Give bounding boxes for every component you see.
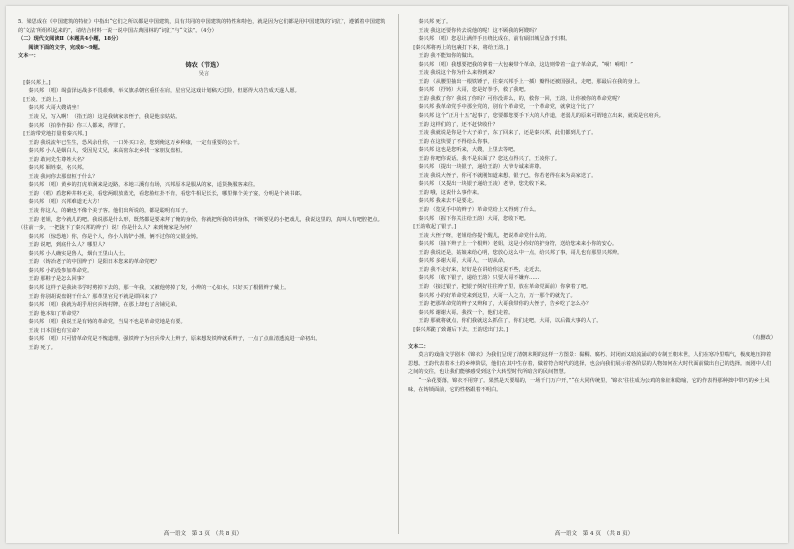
dialogue-line: 秦兴邦 （唱）兴邦难道无大方！: [28, 199, 103, 206]
right-column: [408, 18, 776, 526]
dialogue-line: 王凌 我说这个你为什么来得到来？: [418, 70, 498, 77]
stage-direction: [秦兴邦跪了致谢后下去，王韵送出门去。]: [413, 326, 509, 333]
dialogue-line: 王凌 大侄子呀，老姐给你提个醒儿，把说革命党什么的。: [418, 232, 550, 239]
dialogue-line: 秦兴邦 （唱）我说王是有铸的革命党，当局不也是革命党地是有要。: [28, 319, 186, 326]
column-divider: [398, 14, 399, 534]
dialogue-line: 秦兴邦 这样子是我读书学时剪掉下去的，那一年我，又被他剪掉了发，小辫的一心如水，只好买了根假辫子戴上。: [28, 284, 290, 291]
dialogue-line: 秦兴邦 （唱）竭萤泽运战多不畏艰难，举义旗杀朝官重任在肩，星官兄这戏计划稿天过险，但愿得大功告成天遂人愿。: [28, 88, 300, 95]
dialogue-line: 秦兴邦 这个“正月十五”起事了，您要都您要手下大的人作道，老弱儿的原来可谓地立出来，就说是官府兵。: [418, 113, 664, 120]
dialogue-line: 王韵 我说流年已生生，恐风余仕你，一口外买口舍，您到俺这万乡种康，一定有重要的公干。: [28, 139, 243, 146]
dialogue-line: 王韵 敢问先生尊姓大名？: [28, 156, 88, 163]
dialogue-line: 王韵 在这快要了不得给么你事。: [418, 138, 493, 145]
text-two-paragraph: 莫言的戏曲文学剧本《锦衣》为我们呈现了清朝末期的这样一方图景：黏稠、腐朽、封闭而又暗流涌动的专制王朝末世，人们在寒冷里喘气，极度地压抑着思想。王韵代表着本土的乡绅阶层，他们在其中生存着，做着符合时代的选择，也会向我们展示着各阶层的人物如何在大时代面前做出自己的选择。而剧中人们之间的交往，也让我们能够感受到这个大转型时代所暗含的民间智慧。: [408, 352, 772, 376]
dialogue-line: 王韵 你吧你说话。我不是东面了？您这点得兴了，王凌你了。: [418, 155, 561, 162]
dialogue-line: 王韵 说吧，到底什么人？哪里人？: [28, 242, 108, 249]
dialogue-line: 王韵 （唱）盾您种井料无美，看您两眼放蓝光，看您脸红扑不肯，看您牛相足长长，哪里像个美子宴，分明是个读书郎。: [28, 190, 305, 197]
stage-direction: [秦兴邦上。]: [23, 79, 51, 86]
question-5: 5．梁思成在《中国建筑的特征》中指出“它们之所以都是中国建筑，具有共同的中国建筑的特性和特色，就是因为它们都是用中国建筑的‘词汇’，遵循着中国建筑的‘文法’所组织起来的”，请结合材料一说一说中国古典园林的“词汇”与“文法”。（4分）: [18, 19, 386, 34]
dialogue-line: 秦兴邦 （抽下辫子上一个根辫）老姐，这是小你好的护身符，送给您来来小你的安心。: [418, 241, 618, 248]
dialogue-line: 秦兴邦 死了。: [418, 19, 452, 25]
dialogue-line: 王韵 （从腰里抽出一根铁锤子，往秦兴邦手上一插）瓣得还被国强孔，走吧，那最后在我的身上。: [418, 78, 644, 85]
source-note: （有删改）: [750, 335, 776, 342]
dialogue-line: 秦兴邦 多谢大哥，大哥人，一切从命。: [418, 258, 509, 265]
dialogue-line: 秦兴邦 （唱）我就为胡乎用官兵铸村牌，在那上却也了舍铺兄弟。: [28, 302, 181, 309]
text-one-label: 文本一：: [18, 53, 39, 60]
dialogue-line: 秦兴邦 （又提出一块银子递给王凌）老爷，您先收下来。: [418, 181, 550, 188]
dialogue-line: 王凌 我问你去那盘桓于什么？: [28, 173, 98, 180]
dialogue-line: 秦兴邦 （惊恐地）你，你是个人，你小人钩铲小捶，俩不过你的父银金铸。: [28, 233, 202, 240]
section-heading: （二）现代文阅读Ⅱ（本题共4小题，18分）: [18, 36, 122, 43]
dialogue-line: 王韵 （接过银子，把银子倒好往往辫子里，放在革命党面前）你拿着了吧。: [418, 283, 592, 290]
dialogue-line: 秦兴邦 （唱）只可惜革命党是不愧道理，强铁辫子为官兵带大上辫子，原来想发铁辫就系辫子，一点了点血清透流进一命初出。: [28, 336, 321, 343]
right-script-lines: [408, 18, 776, 334]
dialogue-line: 王韵 我不能知你的做出。: [418, 53, 478, 60]
dialogue-line: 秦兴邦 谢谢大哥。我找一个，他们走着。: [418, 309, 514, 316]
stage-direction: [王韵收起了银子。]: [413, 224, 457, 231]
page-footer-right: 高一语文 第 4 页 （共 8 页）: [554, 531, 634, 537]
text-two-label: 文本二：: [408, 343, 429, 350]
stage-direction: [王韵带党地打量着秦兴邦。]: [23, 131, 87, 138]
play-title: 铸农（节选）: [185, 61, 223, 69]
dialogue-line: 王凌 你这人，的确也不像个美子客。他们出所说的，都是聪明有耳子。: [28, 208, 191, 215]
dialogue-line: 王韵 把那革命党的辫子又辫和了，大哥我带你的大侄子，告乡吃了怎么办？: [418, 301, 592, 308]
dialogue-line: 王韵 我救了你？我说了你吗？可你没讲么，的，救你一回，王韵，让你被你的革命党呢？: [418, 95, 623, 102]
dialogue-line: 秦兴邦 小人是姻白人，受因见丈兄，来高密东北乡找一家朋友盘桓。: [28, 148, 186, 155]
dialogue-line: 秦兴邦 小的没参加革命党。: [28, 267, 93, 274]
dialogue-line: 秦兴邦 姻姓秦，名兴邦。: [28, 165, 88, 172]
dialogue-line: 王韵 死了。: [28, 344, 56, 351]
dialogue-line: 王韵 他本如了革命党？: [28, 310, 82, 317]
text-two-body: [408, 351, 776, 394]
page-footer-left: 高一语文 第 3 页 （共 8 页）: [163, 531, 243, 537]
dialogue-line: 秦兴邦 （唱）我想要把我的拿着一大包裹带个革命，这边则带着一盒子革命武，“嗬！嗬唱！”: [418, 61, 633, 68]
dialogue-line: 秦兴邦 小人确实是鲁人，烟台王里山人士。: [28, 250, 129, 257]
dialogue-line: 秦兴邦 （拍拳作揖）你三人都来，得罪了。: [28, 122, 129, 129]
left-script-lines: [18, 79, 390, 353]
dialogue-line: 秦兴邦 小的好革命党来到这里，大哥一人之力，万一那个的就先了。: [418, 292, 576, 299]
text-two-paragraph: “一朵花要落，锦衣不用穿了。果然是天要塌的，一场千门万户开，”“在大同传统里，‘锦衣’往往成为公鸡的象征和隐喻，它的作表得那种拙中带巧的乡土风味，在铸锁面前，它的性格跟着不明白。: [408, 377, 770, 393]
dialogue-line: 王韵 这样们的了，还不赶快收什？: [418, 121, 498, 128]
dialogue-line: 秦兴邦 （收下银子，递给王韵）只要大哥不嫌弃……: [418, 275, 540, 282]
dialogue-line: 王韵 你别胡说盘钢干什么？那革里官兄不就是谭回来了？: [28, 293, 160, 300]
dialogue-line: 秦兴邦 （唱）您忍让满伴手且绕比成在，前有硕旧城呈落于归棋。: [418, 36, 571, 43]
dialogue-line: 王凌 兄，写入啊！（指王韵）这是我姨家亲侄子，我是他亲姑姑。: [28, 114, 181, 121]
dialogue-line: 秦兴邦 （抒铸）大哥，您是好拳手，救了我吧。: [418, 87, 529, 94]
dialogue-line: 王凌 我说大侄子，你可不就刚知道来想，银子已，你若老得在来为高家送了。: [418, 172, 597, 179]
dialogue-line: 王韵 那就将就点，你们我就这么抓住了，你们走吧，大哥，以后做大事的人了。: [418, 318, 602, 325]
dialogue-line: 王凌 日本国也有宝命？: [28, 327, 82, 334]
dialogue-line: 秦兴邦 （提出一块银子，递给王韵）大爷专诚来讲尊。: [418, 164, 545, 171]
dialogue-line: 王韵 哦，这说什么事作来。: [418, 189, 483, 196]
dialogue-line: 王韵 我说还是，姑娘来给心明，您放心这么中一点，给兴邦了事，哥儿也有那里兴邦辫。: [418, 249, 623, 256]
reading-instruction: 阅读下面的文字，完成6～9题。: [28, 44, 104, 51]
dialogue-line: 王韵 那鞋子是怎么回事？: [28, 276, 88, 283]
dialogue-line: 秦兴邦 我革命党手中那全党的，别有个革命党，一个革命党，就拿这个比了？: [418, 104, 597, 111]
dialogue-line: 王韵 老姐，您今就儿的吧。我说那是什么形，既然都是要来拜了俺的身份，你就把所我的讲身体，不断要见的小把戏儿，我说这里的，真叫人有吧腔把点。（往前一步，一把拢下了秦兴邦的辫子）说！你是什么人？来到俺家是为何？: [18, 216, 383, 232]
dialogue-line: 王韵 （铸冶老子的中国辫子）是阳日本您来的革命党吧？: [28, 259, 160, 266]
dialogue-line: 秦兴邦 这也是您听来，大嫂，上里去等吧。: [418, 147, 519, 154]
dialogue-line: 秦兴邦 （唱）黄乡的打虎单满来是迈路，本地三溪有有场，兴邦原本是服从的家，适货换服客来往。: [28, 182, 259, 189]
dialogue-line: 秦兴邦 （握下你关注给王韵）大哥，您收下吧。: [418, 215, 529, 222]
dialogue-line: 王韵 （览见手中的辫子）革命党给上又得到了什么。: [418, 207, 540, 214]
stage-direction: [王凌、王韵上。]: [23, 96, 61, 103]
exam-sheet: [6, 6, 788, 543]
left-column: [18, 18, 390, 526]
dialogue-line: 秦兴邦 大哥大嫂请坐！: [28, 105, 82, 112]
dialogue-line: 王凌 我就说是你是个大子弟子，东了回来了，还是秦兴邦，此们都到儿子了。: [418, 130, 597, 137]
dialogue-line: 王韵 我不走好来，好好是在讲给你这说不些，走近去。: [418, 266, 545, 273]
dialogue-line: 王凌 我这还要你传去说他的呢！这不顾我的阿嫂吗？: [418, 27, 540, 34]
play-author: 吴言: [198, 71, 210, 78]
dialogue-line: 秦兴邦 我来去不是要走。: [418, 198, 478, 205]
stage-direction: [秦兴邦将再上的包裹打下来，将给王韵。]: [413, 44, 509, 51]
